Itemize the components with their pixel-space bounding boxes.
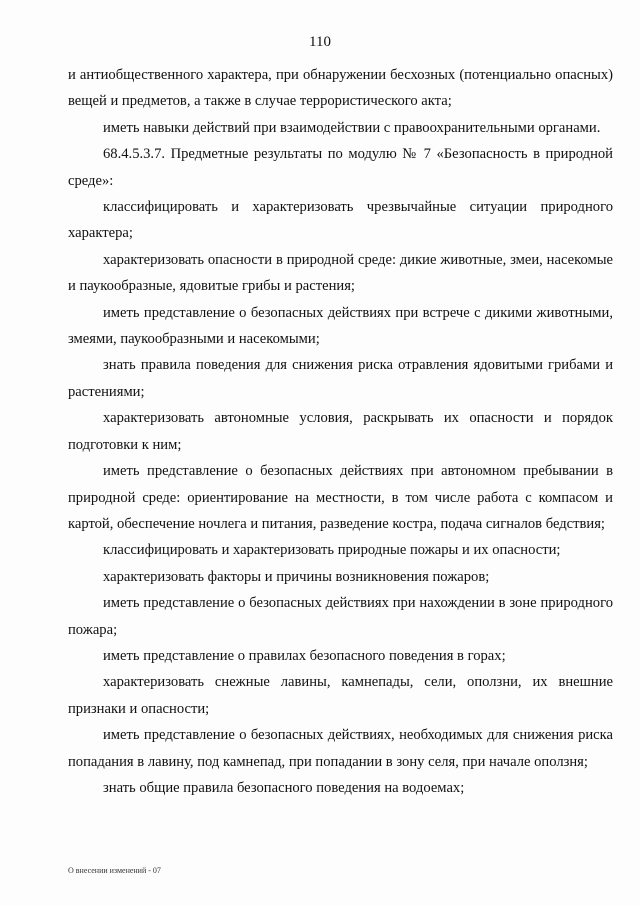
- page-number: 110: [309, 34, 331, 50]
- paragraph: иметь представление о безопасных действиях при автономном пребывании в природной среде: ориентирование на местности, в том числе работа с компасом и картой, обеспечение ночлега и питания, разведение костра, подача сигналов бедствия;: [68, 463, 613, 532]
- paragraph: и антиобщественного характера, при обнаружении бесхозных (потенциально опасных) вещей и предметов, а также в случае террористического акта;: [68, 67, 613, 110]
- paragraph: характеризовать опасности в природной среде: дикие животные, змеи, насекомые и паукообразные, ядовитые грибы и растения;: [68, 251, 613, 295]
- paragraph: иметь представление о безопасных действиях при встрече с дикими животными, змеями, паукообразными и насекомыми;: [68, 304, 613, 348]
- paragraph: классифицировать и характеризовать чрезвычайные ситуации природного характера;: [68, 199, 613, 242]
- paragraph: иметь представление о безопасных действиях, необходимых для снижения риска попадания в лавину, под камнепад, при попадании в зону селя, при начале оползня;: [68, 727, 613, 770]
- paragraph: классифицировать и характеризовать природные пожары и их опасности;: [103, 542, 561, 559]
- paragraph: характеризовать факторы и причины возникновения пожаров;: [103, 568, 490, 585]
- body-text: [68, 62, 613, 801]
- paragraph: иметь представление о безопасных действиях при нахождении в зоне природного пожара;: [68, 595, 613, 638]
- section-heading-paragraph: 68.4.5.3.7. Предметные результаты по модулю № 7 «Безопасность в природной среде»:: [68, 146, 613, 189]
- paragraph: знать правила поведения для снижения риска отравления ядовитыми грибами и растениями;: [68, 357, 613, 400]
- paragraph: знать общие правила безопасного поведения на водоемах;: [103, 779, 465, 796]
- paragraph: иметь навыки действий при взаимодействии с правоохранительными органами.: [103, 119, 601, 136]
- footer-note: О внесении изменений - 07: [68, 866, 161, 875]
- paragraph: иметь представление о правилах безопасного поведения в горах;: [103, 647, 506, 664]
- paragraph: характеризовать автономные условия, раскрывать их опасности и порядок подготовки к ним;: [68, 410, 613, 453]
- paragraph: характеризовать снежные лавины, камнепады, сели, оползни, их внешние признаки и опасности;: [68, 674, 613, 717]
